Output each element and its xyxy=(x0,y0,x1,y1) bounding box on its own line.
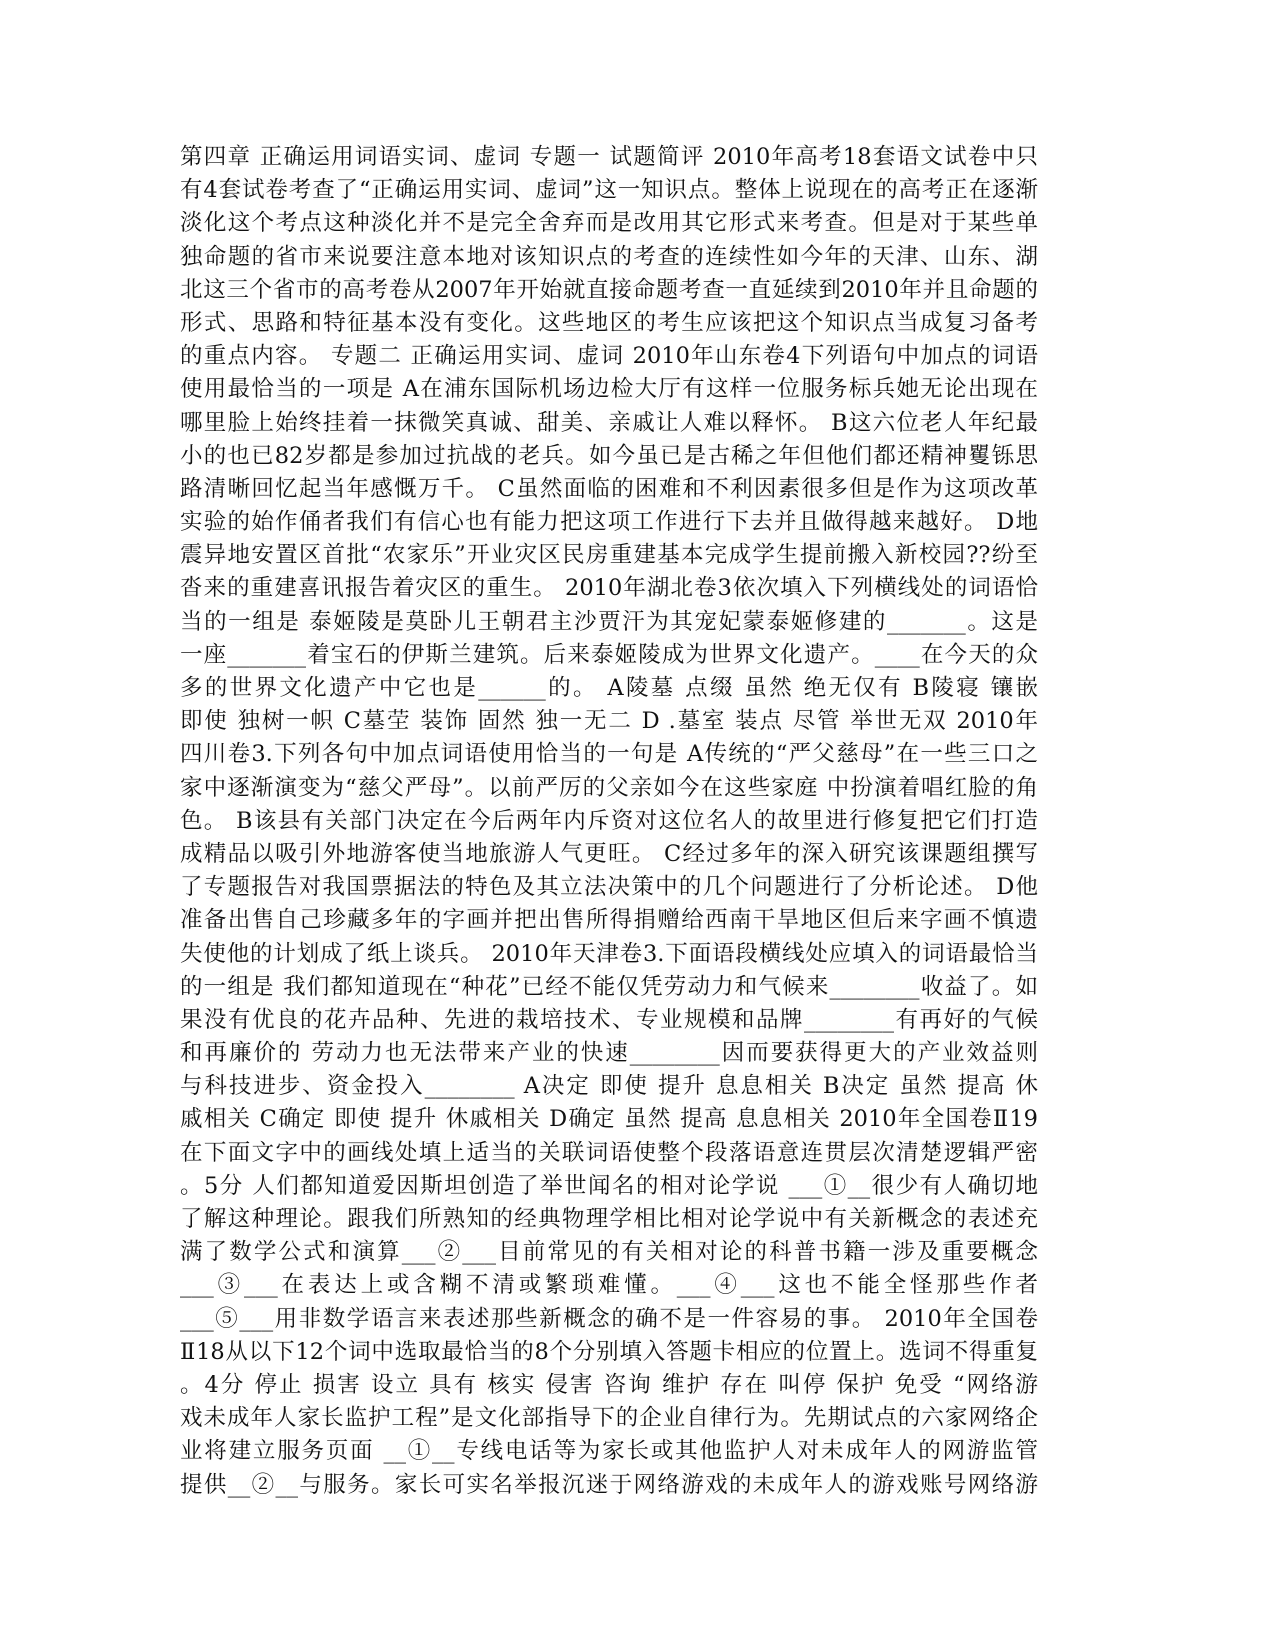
text-line: 当的一组是 泰姬陵是莫卧儿王朝君主沙贾汗为其宠妃蒙泰姬修建的_______。这是 xyxy=(180,608,1038,635)
text-line: ___③___在表达上或含糊不清或繁琐难懂。___④___这也不能全怪那些作者 xyxy=(180,1272,1038,1299)
text-line: 家中逐渐演变为“慈父严母”。以前严厉的父亲如今在这些家庭 中扮演着唱红脸的角 xyxy=(180,774,1038,801)
text-line: ___⑤___用非数学语言来表述那些新概念的确不是一件容易的事。 2010年全国卷 xyxy=(180,1305,1038,1332)
text-line: 沓来的重建喜讯报告着灾区的重生。 2010年湖北卷3依次填入下列横线处的词语恰 xyxy=(180,575,1038,602)
text-line: 有4套试卷考查了“正确运用实词、虚词”这一知识点。整体上说现在的高考正在逐渐 xyxy=(180,177,1038,204)
text-line: 和再廉价的 劳动力也无法带来产业的快速________因而要获得更大的产业效益则 xyxy=(180,1040,1038,1067)
text-line: 的重点内容。 专题二 正确运用实词、虚词 2010年山东卷4下列语句中加点的词语 xyxy=(180,343,1038,370)
text-line: 戚相关 C确定 即使 提升 休戚相关 D确定 虽然 提高 息息相关 2010年全国卷Ⅱ19 xyxy=(180,1106,1038,1133)
text-line: Ⅱ18从以下12个词中选取最恰当的8个分别填入答题卡相应的位置上。选词不得重复 xyxy=(180,1338,1038,1365)
document-page xyxy=(180,141,1038,1502)
text-line: 多的世界文化遗产中它也是______的。 A陵墓 点缀 虽然 绝无仅有 B陵寝 镶嵌 xyxy=(180,675,1038,701)
text-line: 。4分 停止 损害 设立 具有 核实 侵害 咨询 维护 存在 叫停 保护 免受 “网络游 xyxy=(180,1371,1038,1398)
text-line: 色。 B该县有关部门决定在今后两年内斥资对这位名人的故里进行修复把它们打造 xyxy=(180,807,1038,834)
text-line: 成精品以吸引外地游客使当地旅游人气更旺。 C经过多年的深入研究该课题组撰写 xyxy=(180,840,1038,867)
text-line: 。5分 人们都知道爱因斯坦创造了举世闻名的相对论学说 ___①__很少有人确切地 xyxy=(180,1172,1038,1199)
text-line: 了专题报告对我国票据法的特色及其立法决策中的几个问题进行了分析论述。 D他 xyxy=(180,874,1038,901)
text-line: 第四章 正确运用词语实词、虚词 专题一 试题简评 2010年高考18套语文试卷中只 xyxy=(180,144,1038,170)
text-line: 戏未成年人家长监护工程”是文化部指导下的企业自律行为。先期试点的六家网络企 xyxy=(180,1405,1038,1432)
text-line: 小的也已82岁都是参加过抗战的老兵。如今虽已是古稀之年但他们都还精神矍铄思 xyxy=(180,442,1038,469)
text-line: 一座_______着宝石的伊斯兰建筑。后来泰姬陵成为世界文化遗产。____在今天的众 xyxy=(180,641,1038,668)
text-line: 准备出售自己珍藏多年的字画并把出售所得捐赠给西南干旱地区但后来字画不慎遗 xyxy=(180,907,1038,934)
text-line: 在下面文字中的画线处填上适当的关联词语使整个段落语意连贯层次清楚逻辑严密 xyxy=(180,1139,1038,1166)
text-line: 即使 独树一帜 C墓茔 装饰 固然 独一无二 D .墓室 装点 尽管 举世无双 2010年 xyxy=(180,708,1038,735)
text-line: 震异地安置区首批“农家乐”开业灾区民房重建基本完成学生提前搬入新校园??纷至 xyxy=(180,542,1038,569)
text-line: 提供__②__与服务。家长可实名举报沉迷于网络游戏的未成年人的游戏账号网络游 xyxy=(180,1471,1038,1498)
text-line: 满了数学公式和演算___②___目前常见的有关相对论的科普书籍一涉及重要概念 xyxy=(180,1239,1038,1266)
text-line: 独命题的省市来说要注意本地对该知识点的考查的连续性如今年的天津、山东、湖 xyxy=(180,243,1038,270)
text-line: 失使他的计划成了纸上谈兵。 2010年天津卷3.下面语段横线处应填入的词语最恰当 xyxy=(180,940,1038,967)
text-line: 路清晰回忆起当年感慨万千。 C虽然面临的困难和不利因素很多但是作为这项改革 xyxy=(180,475,1038,502)
text-line: 果没有优良的花卉品种、先进的栽培技术、专业规模和品牌________有再好的气候 xyxy=(180,1006,1038,1033)
text-line: 了解这种理论。跟我们所熟知的经典物理学相比相对论学说中有关新概念的表述充 xyxy=(180,1206,1038,1232)
text-line: 的一组是 我们都知道现在“种花”已经不能仅凭劳动力和气候来________收益了。如 xyxy=(180,973,1038,1000)
text-line: 淡化这个考点这种淡化并不是完全舍弃而是改用其它形式来考查。但是对于某些单 xyxy=(180,210,1038,237)
text-line: 使用最恰当的一项是 A在浦东国际机场边检大厅有这样一位服务标兵她无论出现在 xyxy=(180,376,1038,403)
text-line: 哪里脸上始终挂着一抹微笑真诚、甜美、亲戚让人难以释怀。 B这六位老人年纪最 xyxy=(180,409,1038,436)
text-line: 业将建立服务页面 __①__专线电话等为家长或其他监护人对未成年人的网游监管 xyxy=(180,1438,1038,1465)
text-line: 实验的始作俑者我们有信心也有能力把这项工作进行下去并且做得越来越好。 D地 xyxy=(180,509,1038,536)
text-line: 四川卷3.下列各句中加点词语使用恰当的一句是 A传统的“严父慈母”在一些三口之 xyxy=(180,741,1038,768)
text-line: 与科技进步、资金投入________ A决定 即使 提升 息息相关 B决定 虽然 提高 休 xyxy=(180,1073,1038,1100)
text-line: 形式、思路和特征基本没有变化。这些地区的考生应该把这个知识点当成复习备考 xyxy=(180,309,1038,336)
text-line: 北这三个省市的高考卷从2007年开始就直接命题考查一直延续到2010年并且命题的 xyxy=(180,276,1038,303)
